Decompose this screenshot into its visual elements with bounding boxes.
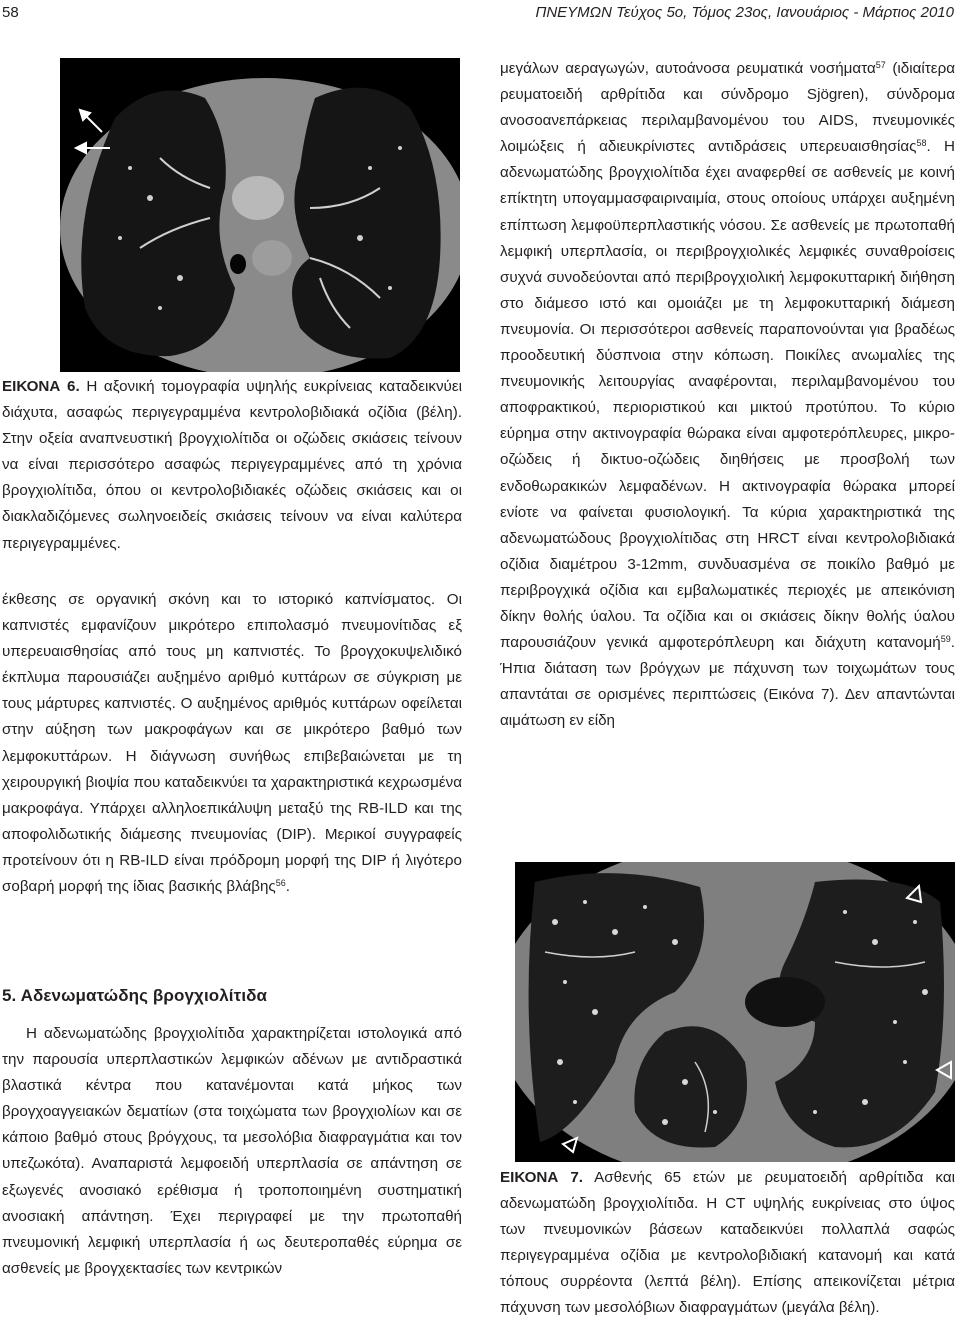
figure6-caption-text: Η αξονική τομογραφία υψηλής ευκρίνειας καταδεικνύει διάχυτα, ασαφώς περιγεγραμμένα κεντρολοβιδιακά οζίδια (βέλη). Στην οξεία αναπνευστική βρογχιολίτιδα οι οζώδεις σκιάσεις τείνουν να είναι περισσότερο ασαφώς περιγεγραμμένες από τη χρόνια βρογχιολίτιδα, όπου οι κεντρολοβιδιακές οζώδεις σκιάσεις και οι διακλαδιζόμενες σωληνοειδείς σκιάσεις τείνουν να είναι καλύτερα περιγεγραμμένες. bbox=[2, 378, 462, 552]
reference-59: 59 bbox=[940, 634, 951, 645]
right-text-4: . Ήπια διάταση των βρόγχων με πάχυνση των τοιχωμάτων τους απαντάται σε ορισμένες περιπτώσεις (Εικόνα 7). Δεν απαντώνται αιμάτωση εν είδη bbox=[500, 634, 955, 730]
figure7-label: ΕΙΚΟΝΑ 7. bbox=[500, 1169, 583, 1186]
left-paragraph-1: έκθεσης σε οργανική σκόνη και το ιστορικό καπνίσματος. Οι καπνιστές εμφανίζουν μικρότερο επιπολασμό πνευμονίτιδας εξ υπερευαισθησίας από τους μη καπνιστές. Το βρογχοκυψελιδικό έκπλυμα παρουσιάζει αυξημένο αριθμό κυττάρων σε σύγκριση με τους μάρτυρες καπνιστές. Ο αυξημένος αριθμός κυττάρων οφείλεται στην αύξηση των μακροφάγων και σε μικρότερο βαθμό των λεμφοκυττάρων. Η διάγνωση συνήθως επιβεβαιώνεται με τη χειρουργική βιοψία που καταδεικνύει τα χαρακτηριστικά κεχρωσμένα μακροφάγα. Υπάρχει αλληλοεπικάλυψη μεταξύ της RB-ILD και της αποφολιδωτικής διάμεσης πνευμονίας (DIP). Μερικοί συγγραφείς προτείνουν ότι η RB-ILD είναι πρόδρομη μορφή της DIP ή λιγότερο σοβαρή μορφή της ίδιας βασικής βλάβης bbox=[2, 591, 462, 896]
reference-58: 58 bbox=[916, 138, 927, 149]
journal-header: ΠΝΕΥΜΩΝ Τεύχος 5ο, Τόμος 23ος, Ιανουάριος - Μάρτιος 2010 bbox=[535, 4, 954, 21]
right-text-3: . Η αδενωματώδης βρογχιολίτιδα έχει αναφερθεί σε ασθενείς με κοινή επίκτητη υπογαμμασφαιριναιμία, στους οποίους υπάρχει αυξημένη επίπτωση λεμφοϋπερπλαστικής νόσου. Σε ασθενείς με πρωτοπαθή λεμφική υπερπλασία, οι περιβρογχιολικές λεμφικές συναθροίσεις συχνά συνοδεύονται από περιβρογχιολική λεμφοκυτταρική διήθηση στο διάμεσο ιστό και ομοιάζει με τη λεμφοκυτταρική διάμεση πνευμονία. Οι περισσότεροι ασθενείς παραπονούνται για βραδέως προοδευτική δύσπνοια στην κόπωση. Ποικίλες ανωμαλίες της πνευμονικής λειτουργίας αναφέρονται, περιλαμβανομένου του αποφρακτικού, περιοριστικού και μικτού προτύπου. Το κύριο εύρημα στην ακτινογραφία θώρακα είναι αμφοτερόπλευρες, μικρο-οζώδεις ή δικτυο-οζώδεις διηθήσεις με προσβολή των ενδοθωρακικών λεμφαδένων. Η ακτινογραφία θώρακα μπορεί ενίοτε να φαίνεται φυσιολογική. Τα κύρια χαρακτηριστικά της αδενωματώδους βρογχιολίτιδας στη HRCT είναι κεντρολοβιδιακά οζίδια διαμέτρου 3-12mm, συνδυασμένα σε ποικίλο βαθμό με περιβρογχικά οζίδια και εμβαλωματικές περιοχές με απεικόνιση δίκην θολής ύαλου. Τα οζίδια και οι σκιάσεις δίκην θολής ύαλου παρουσιάζουν γενικά αμφοτερόπλευρη και διάχυτη κατανομή bbox=[500, 138, 955, 652]
reference-56: 56 bbox=[275, 878, 286, 889]
section-heading: 5. Αδενωματώδης βρογχιολίτιδα bbox=[2, 986, 268, 1005]
right-body-text bbox=[500, 56, 955, 734]
page-number: 58 bbox=[2, 4, 19, 21]
figure6-label: ΕΙΚΟΝΑ 6. bbox=[2, 378, 80, 395]
right-text-2: (ιδιαίτερα ρευματοειδή αρθρίτιδα και σύνδρομο Sjögren), σύνδρομα ανοσοανεπάρκειας περιλαμβανομένου του AIDS, πνευμονικές λοιμώξεις ή αδιευκρίνιστες αντιδράσεις υπερευαισθησίας bbox=[500, 60, 955, 156]
section-paragraph-1: Η αδενωματώδης βρογχιολίτιδα χαρακτηρίζεται ιστολογικά από την παρουσία υπερπλαστικών λεμφικών αδένων με αντιδραστικά βλαστικά κέντρα που κατανέμονται κατά μήκος των βρογχοαγγειακών δεματίων (στα τοιχώματα των βρογχιολίων και σε κάποιο βαθμό στους βρόγχους, τα μεσολόβια διαφραγμάτια και τον υπεζωκότα). Αναπαριστά λεμφοειδή υπερπλασία σε απάντηση σε εξωγενές ανοσιακό ερέθισμα ή τροποποιημένη συστηματική ανοσιακή απάντηση. Έχει περιγραφεί με την πρωτοπαθή πνευμονική λεμφική υπερπλασία ή ως δευτεροπαθές εύρημα σε ασθενείς με βρογχεκτασίες των κεντρικών bbox=[2, 1025, 462, 1277]
figure7-ct-image bbox=[515, 862, 955, 1162]
reference-57: 57 bbox=[875, 60, 886, 70]
figure7-caption bbox=[500, 1165, 955, 1322]
left-paragraph-1-end: . bbox=[285, 878, 290, 896]
left-body-text bbox=[2, 587, 462, 900]
right-text-1: μεγάλων αεραγωγών, αυτοάνοσα ρευματικά νοσήματα bbox=[500, 60, 876, 77]
section-body-text bbox=[2, 1021, 462, 1282]
figure7-caption-text: Ασθενής 65 ετών με ρευματοειδή αρθρίτιδα και αδενωματώδη βρογχιολίτιδα. Η CT υψηλής ευκρίνειας στο ύψος των πνευμονικών βάσεων καταδεικνύει πολλαπλά σαφώς περιγεγραμμένα οζίδια με κεντρολοβιδιακή κατανομή και κατά τόπους συρρέοντα (λεπτά βέλη). Επίσης απεικονίζεται μέτρια πάχυνση των μεσολόβιων διαφραγμάτων (μεγάλα βέλη). bbox=[500, 1169, 955, 1317]
figure6-caption bbox=[2, 374, 462, 557]
figure6-ct-image bbox=[60, 58, 460, 372]
